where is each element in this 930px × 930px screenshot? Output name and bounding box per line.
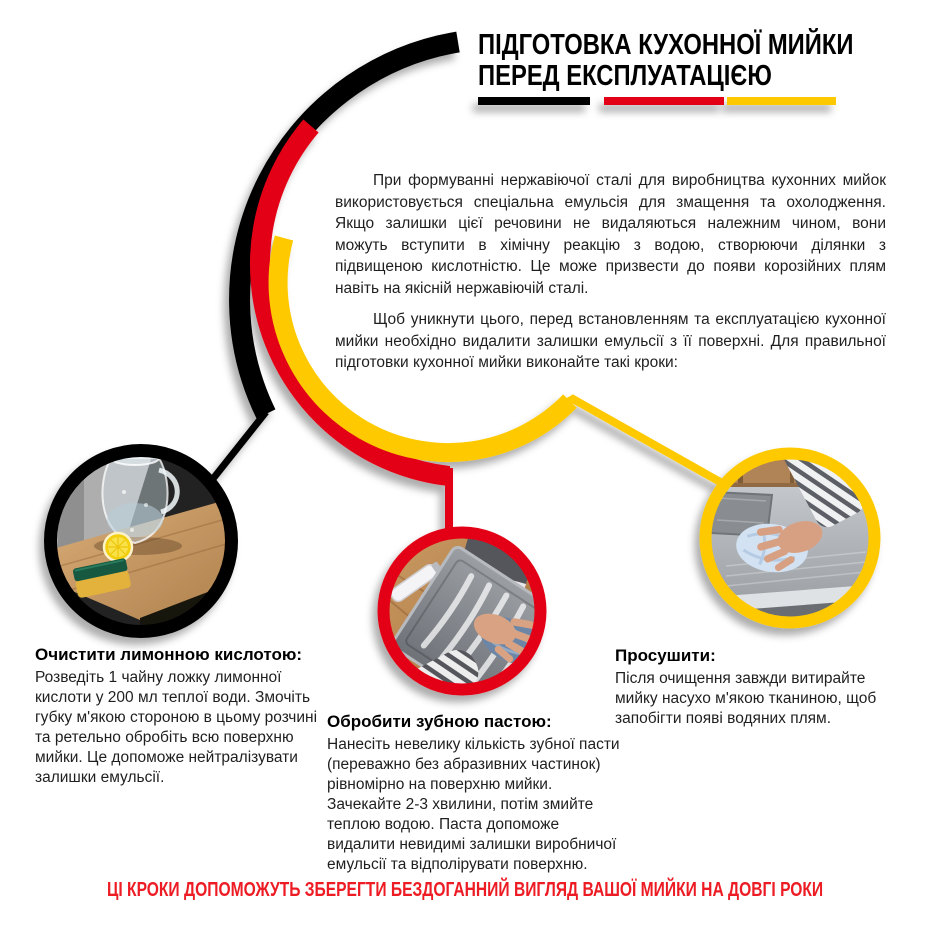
page-title [478,30,853,92]
step-heading: Просушити: [615,646,716,665]
step-heading: Очистити лимонною кислотою: [35,645,303,664]
intro-paragraph-2: Щоб уникнути цього, перед встановленням та експлуатацією кухонної мийки необхідно видалити залишки емульсії з її поверхні. Для правильної підготовки кухонної мийки виконайте такі кроки: [335,311,886,371]
page-title-line2: ПЕРЕД ЕКСПЛУАТАЦІЄЮ [478,60,772,92]
intro-text [335,170,886,374]
step-body: Нанесіть невелику кількість зубної пасти (переважно без абразивних частинок) рівномірно на поверхню мийки. Зачекайте 2-3 хвилини, потім змийте теплою водою. Паста допоможе видалити невидимі залишки виробничої емульсії та відполірувати поверхню. [327,736,620,873]
title-underline-bars [478,97,836,105]
step3-photo [711,405,869,626]
step-body: Після очищення завжди витирайте мийку насухо м'якою тканиною, щоб запобігти появі водяних плям. [615,670,877,727]
step-lemon-acid [35,645,323,788]
footer-banner [0,879,930,902]
footer-text: ЦІ КРОКИ ДОПОМОЖУТЬ ЗБЕРЕГТИ БЕЗДОГАННИЙ ВИГЛЯД ВАШОЇ МИЙКИ НА ДОВГІ РОКИ [106,879,824,901]
step-toothpaste [327,712,622,875]
step-body: Розведіть 1 чайну ложку лимонної кислоти у 200 мл теплої води. Змочіть губку м'якою стороною в цьому розчині та ретельно обробіть всю поверхню мийки. Це допоможе нейтралізувати залишки емульсії. [35,669,318,786]
connector-yellow [561,399,722,483]
intro-paragraph-1: При формуванні нержавіючої сталі для виробництва кухонних мийок використовується спеціальна емульсія для змащення та охолодження. Якщо залишки цієї речовини не видаляються належним чином, вони можуть вступити в хімічну реакцію з водою, створюючи ділянки з підвищеною кислотністю. Це може призвести до появи корозійних плям навіть на якісній нержавіючій сталі. [335,172,886,297]
lemon-glyph [104,533,132,561]
connector-black [212,412,266,480]
page-title-line1: ПІДГОТОВКА КУХОННОЇ МИЙКИ [478,29,854,61]
step-heading: Обробити зубною пастою: [327,712,552,731]
step-dry [615,646,905,729]
